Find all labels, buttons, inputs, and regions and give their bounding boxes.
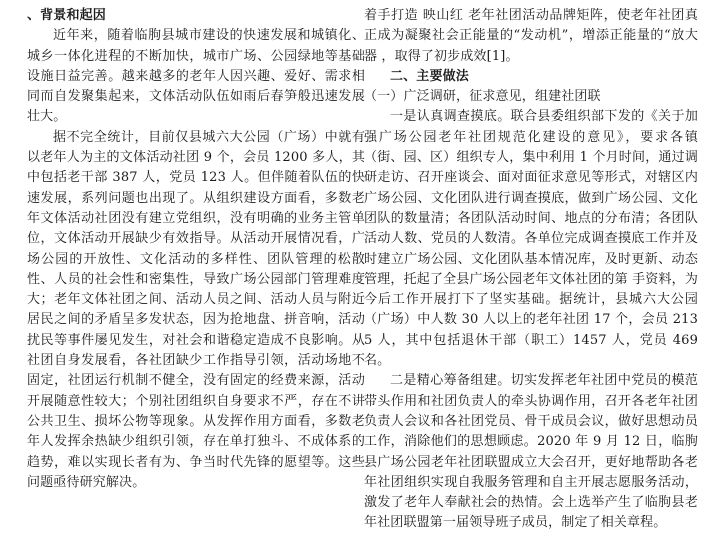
section-heading-background: 、背景和起因 — [27, 8, 106, 23]
paragraph: 一是认真调查摸底。联合县委组织部下发的《关于加强广场公园老年社团规范化建设的意见》，要求各镇（街、园、区）组织专人，集中利用 1 个月时间，通过调研走访、召开座谈会、面对面征求意见等形式，对辖区内广场公园、文化团队进行调查摸底，做到广场公园、文化团队的数量清；各团队活动时间、地点的分布清；各团队活动人数、党员的人数清。各单位完成调查摸底工作并及时建立广场公园、文化团队基本情况库，及时更新、动态管理，托起了全县广场公园老年文体社团的第 手资料，为今后工作开展打下了坚实基础。据统计，县城六大公园（广场）中人数 30 人以上的老年社团 17 个，会员 2135 人，其中包括退休干部（职工）1457 人，党员 469 名。 — [364, 109, 698, 369]
section-heading-main-practices: 二、主要做法 — [390, 68, 469, 84]
paragraph: 二是精心筹备组建。切实发挥老年社团中党员的模范带头作用和社团负责人的牵头协调作用，召开各老年社团负责人会议和各社团党员、骨干成员会议，做好思想动员工作，消除他们的思想顾虑。2020 年 9 月 12 日，临朐县广场公园老年社团联盟成立大会召开，更好地帮助各老年社团组织实现自我服务管理和自主开展志愿服务活动，激发了老年人奉献社会的热情。会上选举产生了临朐县老年社团联盟第一届领导班子成员，制定了相关章程。 — [364, 373, 698, 531]
left-column — [27, 0, 365, 493]
paragraph: 近年来，随着临朐县城市建设的快速发展和城镇化、城乡一体化进程的不断加快，城市广场、公园绿地等基础设施日益完善。越来越多的老年人因兴趣、爱好、需求相同而自发聚集起来，文体活动队伍如雨后春笋般迅速发展壮大。 — [27, 28, 365, 125]
paragraph-continuation: 着手打造 映山红 老年社团活动品牌矩阵，使老年社团真正成为凝聚社会正能量的“发动机”，增添正能量的“放大器 ，取得了初步成效[1]。 — [364, 8, 698, 64]
right-column — [364, 0, 698, 534]
paragraph: 据不完全统计，目前仅县城六大公园（广场）中就有以老年人为主的文体活动社团 9 个，会员 1200 多人，其中包括老干部 387 人，党员 123 人。但伴随着队伍的快速发展，系列问题也出现了。从组织建设方面看，多数老年文体活动社团没有建立党组织，没有明确的业务主管单位，文体活动开展缺少有效指导。从活动开展情况看，广场公园的开放性、文化活动的多样性、团队管理的松散性、人员的社会性和密集性，导致广场公园部门管理难度大；老年文体社团之间、活动人员之间、活动人员与附近居民之间的矛盾呈多发状态，因为抢地盘、拼音响，活动扰民等事件屡见发生，对社会和谐稳定造成不良影响。从社团自身发展看，各社团缺少工作指导引领，活动场地不固定，社团运行机制不健全，没有固定的经费来源，活动开展随意性较大；个别社团组织自身要求不严，存在不讲公共卫生、损坏公物等现象。从发挥作用方面看，多数老年人发挥余热缺少组织引领，存在单打独斗、不成体系的趋势，难以实现长者有为、争当时代先锋的愿望等。这些问题亟待研究解决。 — [27, 129, 365, 490]
subsection-heading: （一）广泛调研，征求意见，组建社团联 — [364, 89, 601, 105]
